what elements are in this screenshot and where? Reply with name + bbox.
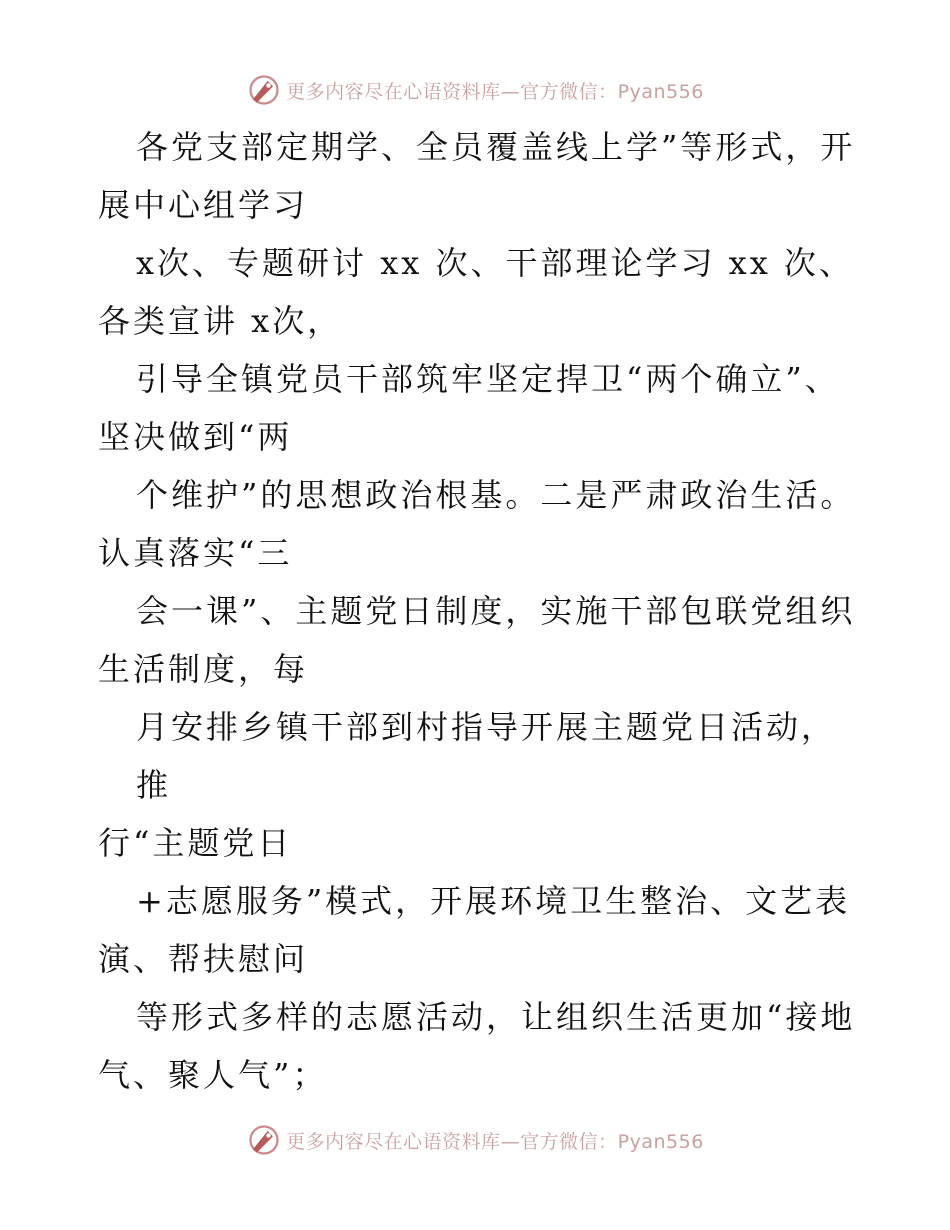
paragraph [98, 466, 858, 582]
paragraph-line: 各类宣讲 x次， [98, 302, 343, 340]
watermark-text: 更多内容尽在心语资料库—官方微信：Pyan556 [286, 80, 704, 103]
paragraph-line: 会一课”、主题党日制度，实施干部包联党组织 [136, 592, 856, 630]
paragraph-line: 演、帮扶慰问 [98, 940, 309, 978]
document-body [98, 118, 858, 1104]
paragraph-line: 月安排乡镇干部到村指导开展主题党日活动，推 [136, 708, 837, 804]
pen-nib-logo-icon [246, 72, 282, 108]
paragraph-line: 引导全镇党员干部筑牢坚定捍卫“两个确立”、 [136, 360, 840, 398]
paragraph [98, 350, 858, 466]
paragraph [98, 872, 858, 988]
paragraph [98, 118, 858, 234]
paragraph-line: x次、专题研讨 xx 次、干部理论学习 xx 次、 [136, 244, 854, 282]
paragraph-line: 展中心组学习 [98, 186, 309, 224]
pen-nib-logo-icon [246, 1122, 282, 1158]
paragraph [98, 234, 858, 350]
paragraph [98, 698, 858, 872]
header-watermark [0, 70, 950, 110]
paragraph-line: 行“主题党日 [98, 824, 293, 862]
paragraph-line: 生活制度，每 [98, 650, 309, 688]
watermark-text: 更多内容尽在心语资料库—官方微信：Pyan556 [286, 1130, 704, 1153]
paragraph-line: 个维护”的思想政治根基。二是严肃政治生活。 [136, 476, 856, 514]
paragraph-line: +志愿服务”模式，开展环境卫生整治、文艺表 [136, 882, 851, 920]
paragraph-line: 各党支部定期学、全员覆盖线上学”等形式，开 [136, 128, 856, 166]
paragraph-line: 认真落实“三 [98, 534, 293, 572]
paragraph-line: 气、聚人气”； [98, 1056, 328, 1094]
paragraph [98, 582, 858, 698]
paragraph [98, 988, 858, 1104]
footer-watermark [0, 1120, 950, 1160]
paragraph-line: 等形式多样的志愿活动，让组织生活更加“接地 [136, 998, 856, 1036]
paragraph-line: 坚决做到“两 [98, 418, 293, 456]
